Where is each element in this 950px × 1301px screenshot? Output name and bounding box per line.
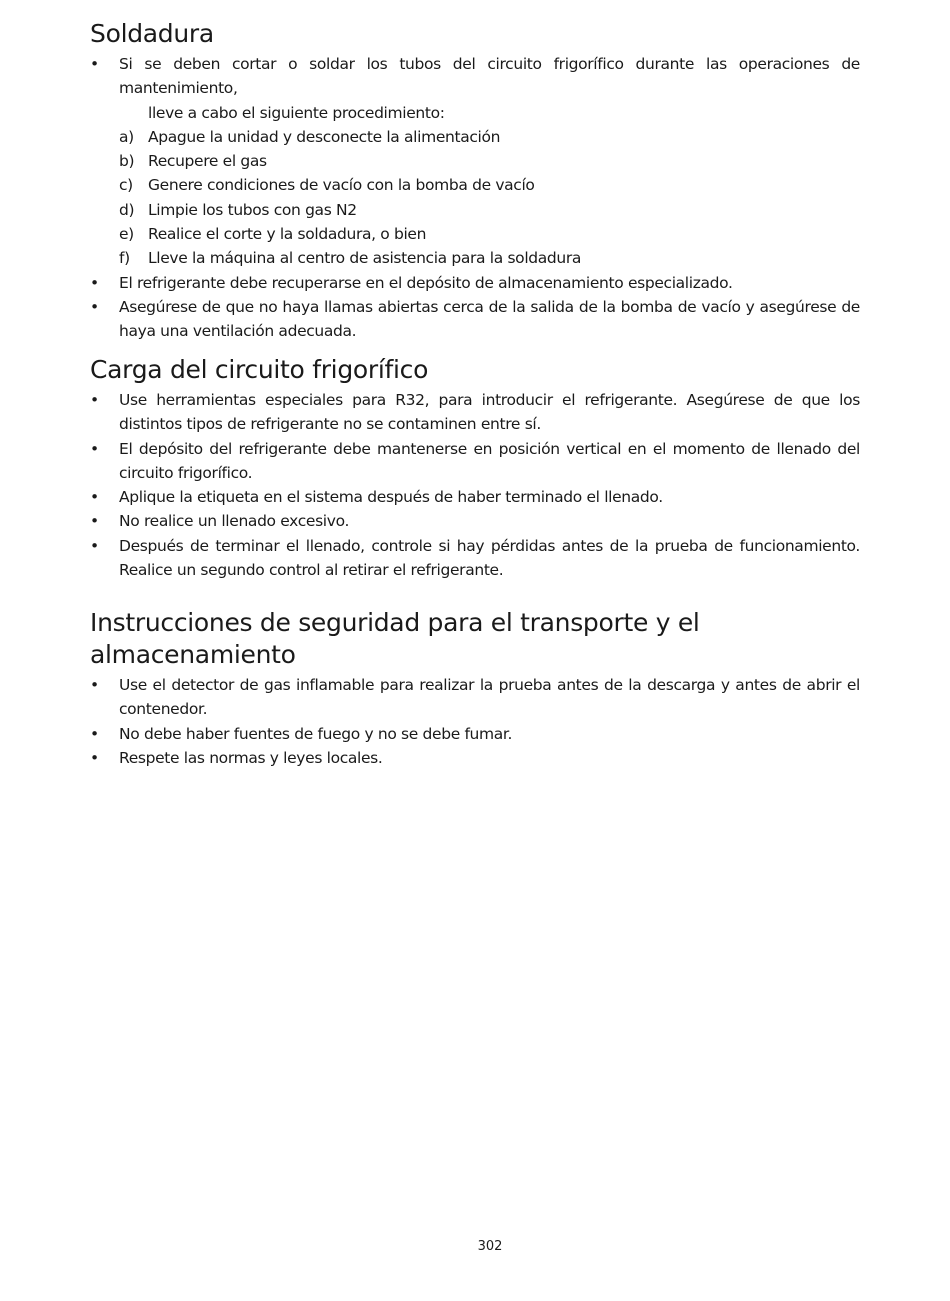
step-marker: a) [119,127,134,146]
section-title: Soldadura [90,19,214,48]
list-item: • Después de terminar el llenado, controle si hay pérdidas antes de la prueba de funcionamiento. Realice un segundo control al retirar el refrigerante. [90,534,860,583]
step-marker: b) [119,152,135,171]
list-item [90,52,860,125]
list-item: • Use el detector de gas inflamable para realizar la prueba antes de la descarga y antes de abrir el contenedor. [90,673,860,722]
list-item-continuation: lleve a cabo el siguiente procedimiento: [148,103,445,122]
list-item: • No realice un llenado excesivo. [90,509,860,533]
step-item [90,125,860,149]
step-text: Limpie los tubos con gas N2 [148,200,357,219]
list-item: • Asegúrese de que no haya llamas abiertas cerca de la salida de la bomba de vacío y asegúrese de haya una ventilación adecuada. [90,295,860,344]
list-item: • Aplique la etiqueta en el sistema después de haber terminado el llenado. [90,485,860,509]
list-item: • El depósito del refrigerante debe mantenerse en posición vertical en el momento de llenado del circuito frigorífico. [90,437,860,486]
step-item [90,173,860,197]
step-text: Lleve la máquina al centro de asistencia para la soldadura [148,249,582,268]
list-item: • Use herramientas especiales para R32, para introducir el refrigerante. Asegúrese de que los distintos tipos de refrigerante no se contaminen entre sí. [90,388,860,437]
step-text: Realice el corte y la soldadura, o bien [148,225,427,244]
bullet-list [90,52,860,344]
list-item: • No debe haber fuentes de fuego y no se debe fumar. [90,722,860,746]
section-title: Carga del circuito frigorífico [90,355,429,384]
section-carga-circuito [90,354,860,582]
step-item [90,222,860,246]
step-text: Genere condiciones de vacío con la bomba de vacío [148,176,535,195]
bullet-list [90,673,860,770]
section-soldadura [90,18,860,344]
step-marker: d) [119,200,135,219]
bullet-list [90,388,860,582]
list-item: • El refrigerante debe recuperarse en el depósito de almacenamiento especializado. [90,271,860,295]
list-item-text: Si se deben cortar o soldar los tubos del circuito frigorífico durante las operaciones de mantenimiento, [119,55,860,98]
step-item [90,198,860,222]
step-text: Recupere el gas [148,152,267,171]
step-marker: e) [119,225,134,244]
page-number: 302 [477,1239,503,1254]
section-title: Instrucciones de seguridad para el transporte y el almacenamiento [90,608,700,669]
step-item [90,246,860,270]
step-text: Apague la unidad y desconecte la alimentación [148,127,501,146]
step-marker: c) [119,176,133,195]
step-marker: f) [119,249,130,268]
list-item: • Respete las normas y leyes locales. [90,746,860,770]
section-transporte-almacenamiento [90,607,860,770]
step-item [90,149,860,173]
